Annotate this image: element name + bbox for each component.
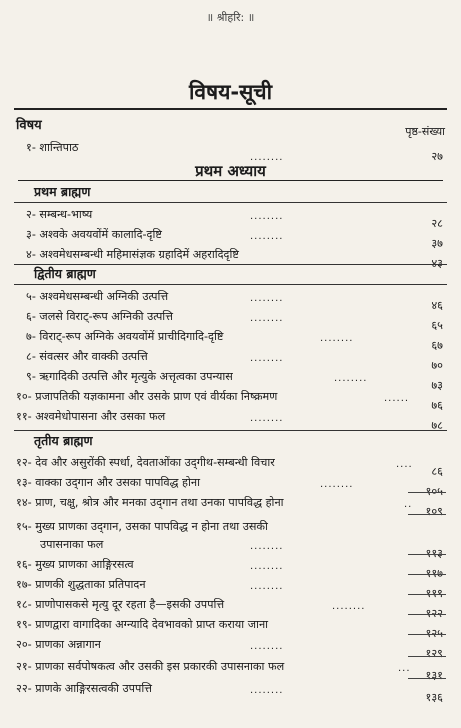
entry-text: ९- ऋगादिकी उत्पत्ति और मृत्युके अत्तृत्वका उपन्यास — [26, 370, 233, 383]
page-number: ११९ — [425, 587, 443, 600]
leader-dots: ........ — [250, 152, 284, 163]
entry-text: ६- जलसे विराट्-रूप अग्निकी उत्पत्ति — [26, 310, 173, 323]
page-number: १२९ — [425, 647, 443, 660]
page-number: ४६ — [431, 299, 443, 312]
page-number: ६७ — [431, 339, 443, 352]
entry-text: १५- मुख्य प्राणका उद्‌गान, उसका पापविद्ध न होना तथा उसकी — [16, 520, 268, 533]
entry-text: ७- विराट्-रूप अग्निके अवयवोंमें प्राचीदिगादि-दृष्टि — [26, 330, 224, 343]
page-number: ७३ — [431, 379, 443, 392]
page-title: विषय-सूची — [188, 80, 273, 104]
page-column-rule — [408, 614, 446, 615]
page-number: ४३ — [431, 257, 443, 270]
leader-dots: ... — [398, 663, 411, 674]
page-column-rule — [408, 594, 446, 595]
entry-text: १८- प्राणोपासकसे मृत्यु दूर रहता है—इसकी उपपत्ति — [16, 598, 225, 611]
entry-text: २०- प्राणका अन्नागान — [16, 638, 101, 651]
page-number: ७६ — [431, 399, 443, 412]
leader-dots: ........ — [332, 601, 366, 612]
leader-dots: ........ — [250, 685, 284, 696]
page-number: २८ — [431, 217, 443, 230]
page-column-rule — [408, 656, 446, 657]
entry-text: १६- मुख्य प्राणका आङ्गिरसत्व — [16, 558, 134, 571]
leader-dots: ........ — [250, 293, 284, 304]
leader-dots: .. — [404, 499, 413, 510]
leader-dots: ........ — [250, 313, 284, 324]
page-number: ७८ — [431, 419, 443, 432]
leader-dots: ........ — [334, 373, 368, 384]
page-column-rule — [408, 574, 446, 575]
leader-dots: ........ — [250, 413, 284, 424]
page-column-rule — [408, 514, 446, 515]
page-column-rule — [408, 554, 446, 555]
invocation-text: ॥ श्रीहरि: ॥ — [206, 11, 255, 24]
chapter-divider — [18, 180, 443, 181]
page-column-rule — [408, 678, 446, 679]
entry-text: १२- देव और असुरोंकी स्पर्धा, देवताओंका उद्‌गीथ-सम्बन्धी विचार — [16, 456, 275, 469]
leader-dots: ........ — [250, 641, 284, 652]
chapter-heading: प्रथम अध्याय — [195, 162, 266, 180]
leader-dots: ...... — [384, 393, 410, 404]
section-heading: तृतीय ब्राह्मण — [34, 433, 93, 448]
page-number: १२२ — [425, 607, 443, 620]
page-number: ८६ — [431, 465, 443, 478]
page-number: ६५ — [431, 319, 443, 332]
entry-text: १- शान्तिपाठ — [26, 141, 79, 154]
leader-dots: ........ — [320, 333, 354, 344]
page-number: ११३ — [425, 547, 443, 560]
entry-text: २१- प्राणका सर्वपोषकत्व और उसकी इस प्रकारकी उपासनाका फल — [16, 660, 285, 673]
page-number: ३७ — [431, 237, 443, 250]
page-number: १२५ — [425, 627, 443, 640]
subject-column-header: विषय — [16, 118, 42, 133]
leader-dots: ........ — [250, 541, 284, 552]
leader-dots: ........ — [250, 561, 284, 572]
title-divider — [14, 108, 447, 110]
entry-text: १०- प्रजापतिकी यज्ञकामना और उसके प्राण एवं वीर्यका निष्क्रमण — [16, 390, 278, 403]
leader-dots: ........ — [250, 353, 284, 364]
page-number-column-header: पृष्ठ-संख्या — [405, 125, 445, 138]
page-column-rule — [408, 634, 446, 635]
entry-text: १९- प्राणद्वारा वागादिका अग्न्यादि देवभावको प्राप्त कराया जाना — [16, 618, 269, 631]
leader-dots: ........ — [250, 211, 284, 222]
entry-text: ८- संवत्सर और वाक्की उत्पत्ति — [26, 350, 148, 363]
section-heading: द्वितीय ब्राह्मण — [34, 266, 96, 281]
page-number: १३१ — [425, 669, 443, 682]
leader-dots: ........ — [250, 231, 284, 242]
section-heading: प्रथम ब्राह्मण — [34, 184, 91, 199]
entry-text: १४- प्राण, चक्षु, श्रोत्र और मनका उद्‌गान तथा उनका पापविद्ध होना — [16, 496, 284, 509]
page-column-rule — [408, 492, 446, 493]
section-divider — [14, 202, 447, 203]
entry-text: २२- प्राणके आङ्गिरसत्वकी उपपत्ति — [16, 682, 152, 695]
leader-dots: .... — [396, 459, 413, 470]
entry-text: ३- अश्वके अवयवोंमें कालादि-दृष्टि — [26, 228, 162, 241]
page-number: १०५ — [425, 485, 443, 498]
leader-dots: ........ — [320, 479, 354, 490]
entry-text: ११- अश्वमेधोपासना और उसका फल — [16, 410, 166, 423]
page-number: २७ — [431, 150, 443, 163]
entry-text: ४- अश्वमेधसम्बन्धी महिमासंज्ञक ग्रहादिमें अहरादिदृष्टि — [26, 248, 239, 261]
entry-text: २- सम्बन्ध-भाष्य — [26, 208, 93, 221]
entry-text: ५- अश्वमेधसम्बन्धी अग्निकी उत्पत्ति — [26, 290, 169, 303]
section-divider — [14, 430, 447, 431]
entry-text: १७- प्राणकी शुद्धताका प्रतिपादन — [16, 578, 146, 591]
page-number: १३६ — [425, 691, 443, 704]
page-number: ७० — [431, 359, 443, 372]
page-number: ११७ — [425, 567, 443, 580]
page-number: १०९ — [425, 505, 443, 518]
leader-dots: ........ — [250, 581, 284, 592]
entry-text: उपासनाका फल — [40, 538, 104, 551]
entry-text: १३- वाक्का उद्‌गान और उसका पापविद्ध होना — [16, 476, 201, 489]
section-divider — [14, 284, 447, 285]
